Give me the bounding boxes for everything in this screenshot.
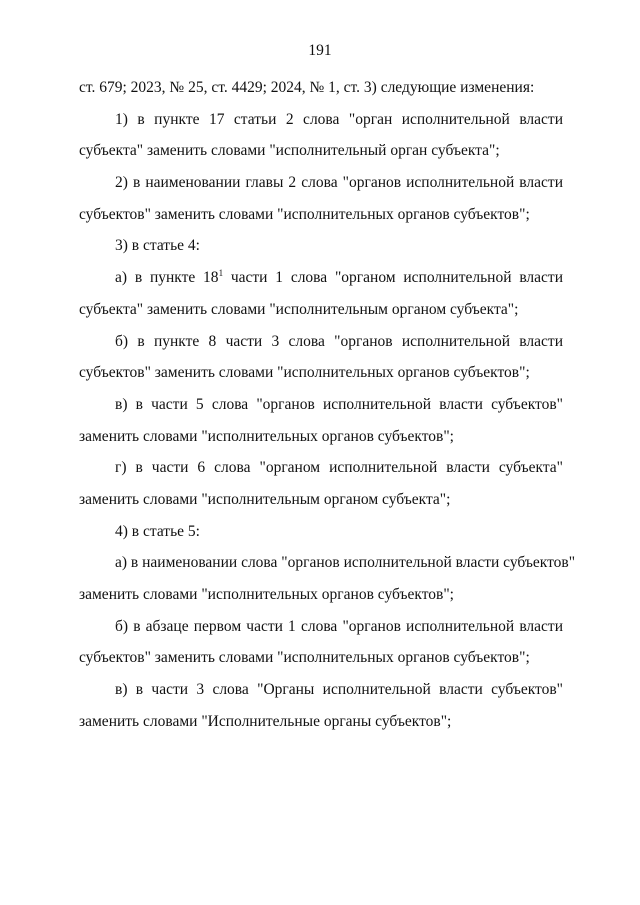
text-line-item-4v-cont: заменить словами "Исполнительные органы субъектов";	[79, 712, 452, 730]
text-line-item-3a-cont: субъекта" заменить словами "исполнительным органом субъекта";	[79, 300, 519, 318]
text-line-item-4: 4) в статье 5:	[115, 522, 200, 540]
text-line-item-1-cont: субъекта" заменить словами "исполнительный орган субъекта";	[79, 142, 500, 160]
page-number: 191	[308, 42, 332, 59]
text-line-item-3b: б) в пункте 8 части 3 слова "органов исполнительной власти	[115, 332, 563, 350]
superscript-marker: 1	[218, 268, 224, 279]
text-line-item-3b-cont: субъектов" заменить словами "исполнительных органов субъектов";	[79, 364, 530, 382]
text-line-item-4a: а) в наименовании слова "органов исполнительной власти субъектов"	[115, 554, 576, 572]
text-line-item-1: 1) в пункте 17 статьи 2 слова "орган исполнительной власти	[115, 110, 563, 128]
text-line-item-4b: б) в абзаце первом части 1 слова "органов исполнительной власти	[115, 617, 563, 635]
text-line-item-4a-cont: заменить словами "исполнительных органов субъектов";	[79, 586, 454, 603]
text-line-item-3g-cont: заменить словами "исполнительным органом субъекта";	[79, 490, 451, 508]
text-line-item-3a	[79, 266, 563, 298]
document-body	[79, 76, 576, 741]
text-line-item-4v: в) в части 3 слова "Органы исполнительной власти субъектов"	[115, 681, 563, 699]
text-line-item-3v-cont: заменить словами "исполнительных органов субъектов";	[79, 427, 454, 445]
item-3a-after: части 1 слова "органом исполнительной власти	[223, 269, 563, 287]
text-line-continuation: ст. 679; 2023, № 25, ст. 4429; 2024, № 1, ст. 3) следующие изменения:	[79, 79, 535, 96]
text-line-item-3: 3) в статье 4:	[115, 237, 200, 255]
text-line-item-2-cont: субъектов" заменить словами "исполнительных органов субъектов";	[79, 205, 530, 223]
item-3a-before: а) в пункте 18	[115, 269, 219, 287]
text-line-item-2: 2) в наименовании главы 2 слова "органов исполнительной власти	[115, 174, 563, 192]
text-line-item-4b-cont: субъектов" заменить словами "исполнительных органов субъектов";	[79, 649, 530, 667]
text-line-item-3v: в) в части 5 слова "органов исполнительной власти субъектов"	[115, 395, 563, 413]
text-line-item-3g: г) в части 6 слова "органом исполнительной власти субъекта"	[115, 459, 563, 477]
